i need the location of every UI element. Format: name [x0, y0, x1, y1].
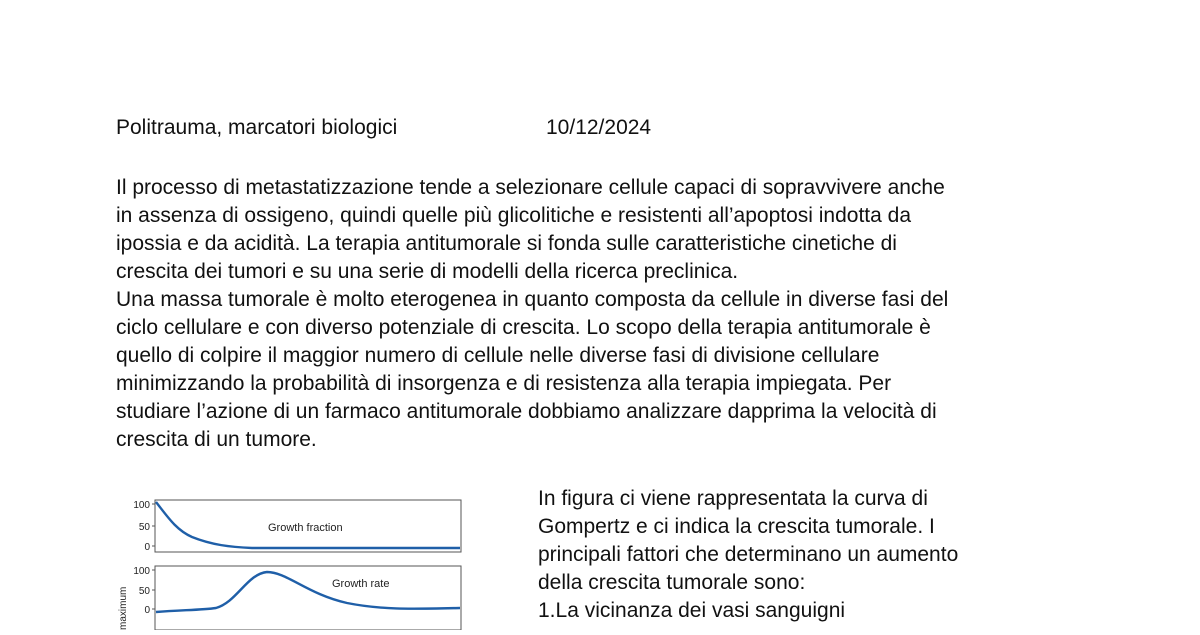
tick-label: 100 — [133, 500, 150, 511]
text-line: studiare l’azione di un farmaco antitumorale dobbiamo analizzare dapprima la velocità di — [116, 400, 937, 423]
document-header — [116, 116, 652, 140]
text-line: della crescita tumorale sono: — [538, 571, 806, 594]
tick-label: 0 — [144, 605, 150, 616]
tick-label: 0 — [144, 542, 150, 553]
figure-description — [538, 485, 958, 625]
text-line: principali fattori che determinano un aumento — [538, 543, 959, 566]
gompertz-figure-svg — [112, 490, 472, 630]
gompertz-figure — [112, 490, 472, 630]
tick-label: 100 — [133, 566, 150, 577]
tick-label: 50 — [138, 586, 150, 597]
tick-label: 50 — [138, 522, 150, 533]
growth-rate-curve — [156, 572, 460, 612]
growth-fraction-label: Growth fraction — [268, 522, 343, 534]
text-line: crescita dei tumori e su una serie di modelli della ricerca preclinica. — [116, 260, 739, 283]
text-line: Gompertz e ci indica la crescita tumorale. I — [538, 515, 935, 538]
growth-rate-label: Growth rate — [332, 578, 390, 590]
text-line: 1.La vicinanza dei vasi sanguigni — [538, 599, 846, 622]
text-line: In figura ci viene rappresentata la curva di — [538, 487, 928, 510]
text-line: ipossia e da acidità. La terapia antitumorale si fonda sulle caratteristiche cinetiche di — [116, 232, 897, 255]
text-line: in assenza di ossigeno, quindi quelle più glicolitiche e resistenti all’apoptosi indotta da — [116, 204, 912, 227]
text-line: ciclo cellulare e con diverso potenziale di crescita. Lo scopo della terapia antitumorale è — [116, 316, 931, 339]
intro-paragraph — [116, 174, 1096, 454]
document-date: 10/12/2024 — [546, 116, 652, 139]
text-line: Il processo di metastatizzazione tende a selezionare cellule capaci di sopravvivere anche — [116, 176, 945, 199]
text-line: quello di colpire il maggior numero di cellule nelle diverse fasi di divisione cellulare — [116, 344, 880, 367]
text-line: minimizzando la probabilità di insorgenza e di resistenza alla terapia impiegata. Per — [116, 372, 892, 395]
text-line: Una massa tumorale è molto eterogenea in quanto composta da cellule in diverse fasi del — [116, 288, 949, 311]
growth-rate-panel — [155, 566, 461, 630]
document-title: Politrauma, marcatori biologici — [116, 116, 398, 139]
y-axis-label: maximum — [118, 586, 129, 630]
text-line: crescita di un tumore. — [116, 428, 317, 451]
